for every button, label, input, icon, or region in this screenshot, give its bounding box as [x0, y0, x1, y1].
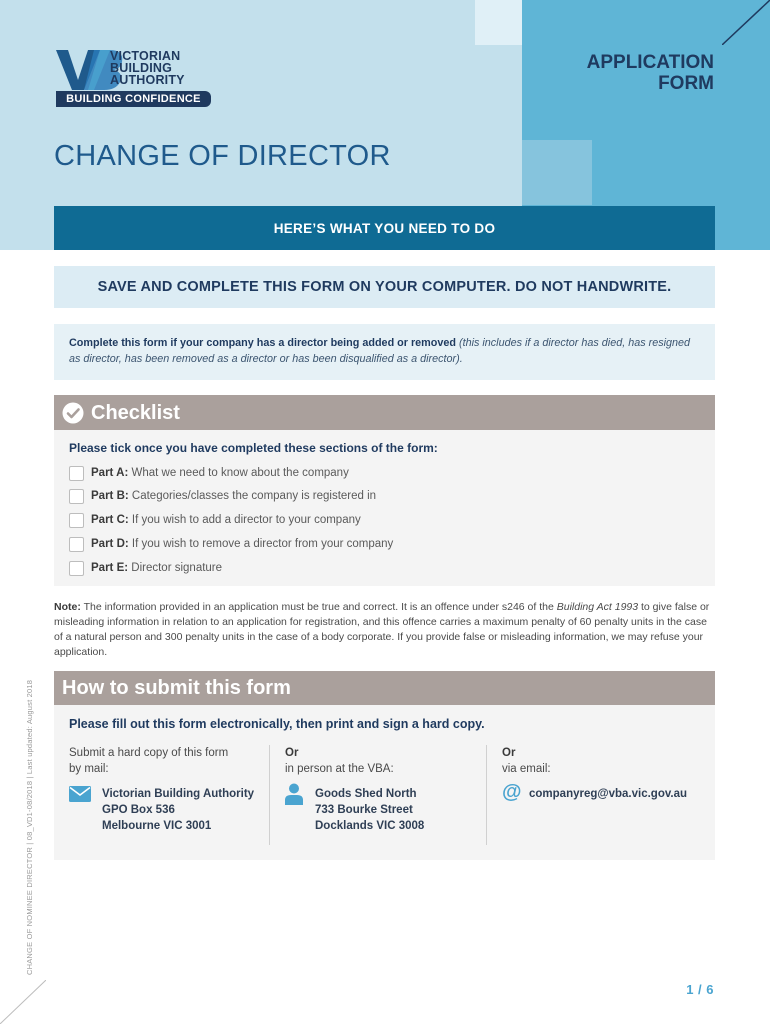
checkbox[interactable] [69, 513, 84, 528]
page-title: CHANGE OF DIRECTOR [54, 140, 391, 172]
corner-line [722, 0, 770, 45]
checklist-title: Checklist [91, 402, 180, 424]
logo-line: BUILDING [110, 61, 173, 75]
complete-notice-box [54, 324, 715, 380]
mail-line2: by mail: [69, 763, 109, 775]
logo-badge: BUILDING CONFIDENCE [56, 91, 211, 107]
address-line: 733 Bourke Street [315, 804, 413, 816]
email-line2: via email: [502, 763, 551, 775]
address-line: GPO Box 536 [102, 804, 175, 816]
mail-address [102, 786, 254, 834]
complete-notice-italic: (this includes if a director has died, has resigned as director, has been removed as a director or has been disqualified as a director). [69, 337, 691, 365]
checkbox[interactable] [69, 561, 84, 576]
page-number: 1 / 6 [686, 982, 714, 997]
checklist-item-label: Part A: What we need to know about the company [91, 467, 349, 479]
person-address [315, 786, 424, 834]
howto-heading: Please fill out this form electronically, then print and sign a hard copy. [69, 717, 485, 731]
email-line1: Or [502, 747, 516, 759]
person-icon [285, 783, 303, 805]
complete-notice [69, 335, 699, 367]
at-icon: @ [502, 781, 522, 803]
side-footer-text: CHANGE OF NOMINEE DIRECTOR | 08_VD1-08/2018 | Last updated: August 2018 [25, 679, 34, 975]
checkbox[interactable] [69, 537, 84, 552]
checklist-heading: Please tick once you have completed these sections of the form: [69, 441, 438, 455]
corner-line [0, 980, 46, 1024]
person-line1: Or [285, 747, 299, 759]
checklist-item-label: Part D: If you wish to remove a director from your company [91, 538, 394, 550]
note-text: to give false or misleading information in relation to an application for registration, and this offence carries a maximum penalty of 60 penalty units in the case of a natural person and 300 penalty units in the case of a body corporate. If you provide false or misleading information, we may refuse your application. [54, 601, 710, 658]
person-line2: in person at the VBA: [285, 763, 394, 775]
instructions-band: HERE’S WHAT YOU NEED TO DO [54, 206, 715, 250]
form-type-line: APPLICATION [586, 52, 714, 73]
note-act: Building Act 1993 [556, 601, 639, 613]
checklist-body [54, 430, 715, 586]
howto-title: How to submit this form [62, 677, 291, 699]
check-circle-icon [62, 402, 84, 424]
complete-notice-bold: Complete this form if your company has a director being added or removed [69, 337, 456, 349]
column-divider [486, 745, 487, 845]
logo-line: AUTHORITY [110, 73, 185, 87]
email-address[interactable] [529, 786, 687, 802]
howto-body [54, 705, 715, 860]
checkbox[interactable] [69, 466, 84, 481]
note-text: The information provided in an application must be true and correct. It is an offence under s246 of the [80, 601, 557, 613]
checklist-header [54, 395, 715, 430]
envelope-icon [69, 786, 91, 802]
mail-line1: Submit a hard copy of this form [69, 747, 229, 759]
submit-by-email [502, 745, 551, 777]
checklist-item-label: Part E: Director signature [91, 562, 223, 574]
checkbox[interactable] [69, 489, 84, 504]
form-type-label [587, 52, 714, 94]
header-decor-square [522, 140, 592, 205]
address-line: Melbourne VIC 3001 [102, 820, 212, 832]
logo-wordmark [110, 50, 185, 86]
legal-note [54, 600, 716, 660]
form-type-line: FORM [658, 73, 714, 94]
checklist-item-label: Part C: If you wish to add a director to your company [91, 514, 361, 526]
email-link[interactable]: companyreg@vba.vic.gov.au [529, 788, 687, 800]
checklist-item-label: Part B: Categories/classes the company is registered in [91, 490, 377, 502]
address-line: Goods Shed North [315, 788, 417, 800]
logo-line: VICTORIAN [110, 49, 181, 63]
column-divider [269, 745, 270, 845]
save-notice: SAVE AND COMPLETE THIS FORM ON YOUR COMPUTER. DO NOT HANDWRITE. [54, 266, 715, 308]
address-line: Victorian Building Authority [102, 788, 255, 800]
submit-in-person [285, 745, 394, 777]
note-label: Note: [54, 601, 81, 613]
header-decor-square [475, 0, 522, 45]
address-line: Docklands VIC 3008 [315, 820, 425, 832]
submit-by-mail [69, 745, 228, 777]
howto-header [54, 671, 715, 705]
